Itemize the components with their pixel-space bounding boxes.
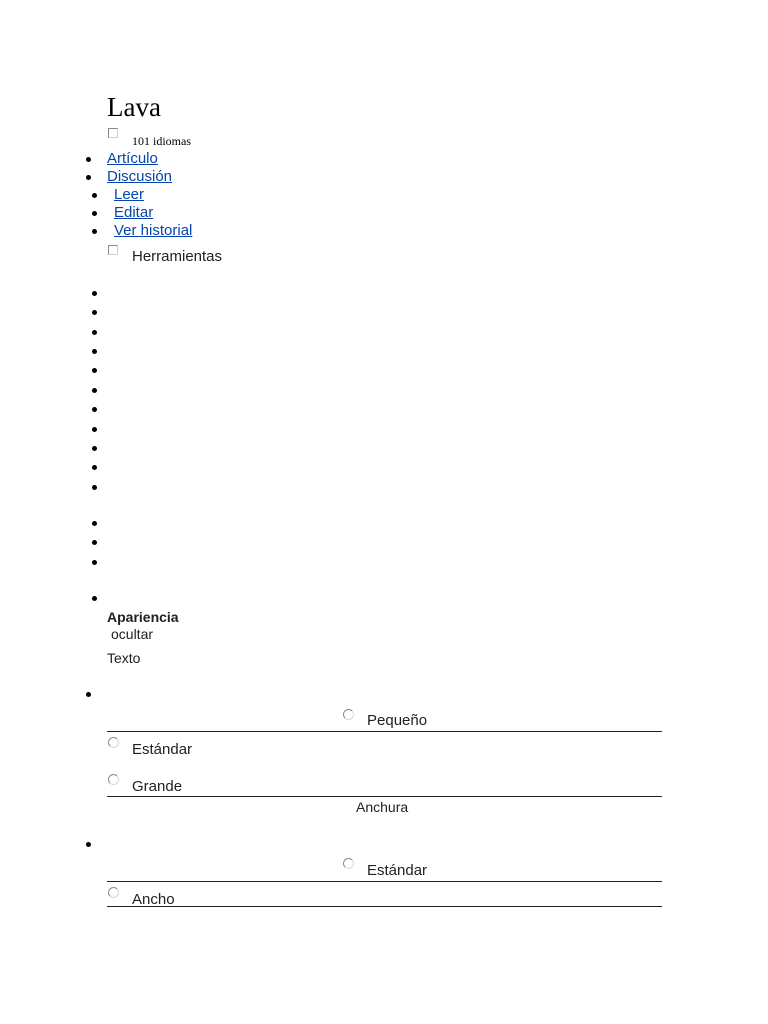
bullet [86, 175, 91, 180]
bullet [92, 427, 97, 432]
divider [107, 906, 662, 907]
appearance-title: Apariencia [107, 609, 179, 625]
bullet [92, 446, 97, 451]
width-heading: Anchura [356, 799, 409, 815]
bullet [92, 485, 97, 490]
bullet [92, 349, 97, 354]
page-title: Lava [107, 92, 161, 122]
languages-label[interactable]: 101 idiomas [132, 134, 191, 148]
tab-article[interactable]: Artículo [107, 150, 158, 167]
bullet [86, 157, 91, 162]
bullet [92, 407, 97, 412]
tab-discussion[interactable]: Discusión [107, 168, 173, 185]
appearance-hide-button[interactable]: ocultar [111, 626, 154, 642]
bullet [92, 368, 97, 373]
tools-label[interactable]: Herramientas [132, 248, 223, 265]
tab-history[interactable]: Ver historial [114, 222, 193, 239]
bullet [92, 521, 97, 526]
text-size-heading: Texto [107, 650, 141, 666]
bullet [92, 211, 97, 216]
bullet [92, 388, 97, 393]
text-size-standard-label[interactable]: Estándar [132, 741, 193, 758]
text-size-small-label[interactable]: Pequeño [367, 712, 428, 729]
bullet [92, 193, 97, 198]
bullet [92, 596, 97, 601]
text-size-large-radio[interactable] [108, 774, 119, 785]
text-size-large-label[interactable]: Grande [132, 778, 183, 795]
divider [107, 731, 662, 732]
width-standard-radio[interactable] [343, 858, 354, 869]
width-standard-label[interactable]: Estándar [367, 862, 428, 879]
languages-checkbox[interactable] [108, 128, 118, 138]
bullet [86, 842, 91, 847]
width-wide-label[interactable]: Ancho [132, 891, 175, 908]
tab-read[interactable]: Leer [114, 186, 145, 203]
divider [107, 796, 662, 797]
tools-checkbox[interactable] [108, 245, 118, 255]
bullet [92, 330, 97, 335]
tab-edit[interactable]: Editar [114, 204, 154, 221]
bullet [86, 692, 91, 697]
width-wide-radio[interactable] [108, 887, 119, 898]
text-size-small-radio[interactable] [343, 709, 354, 720]
bullet [92, 310, 97, 315]
bullet [92, 465, 97, 470]
bullet [92, 291, 97, 296]
divider [107, 881, 662, 882]
bullet [92, 540, 97, 545]
bullet [92, 560, 97, 565]
bullet [92, 229, 97, 234]
text-size-standard-radio[interactable] [108, 737, 119, 748]
